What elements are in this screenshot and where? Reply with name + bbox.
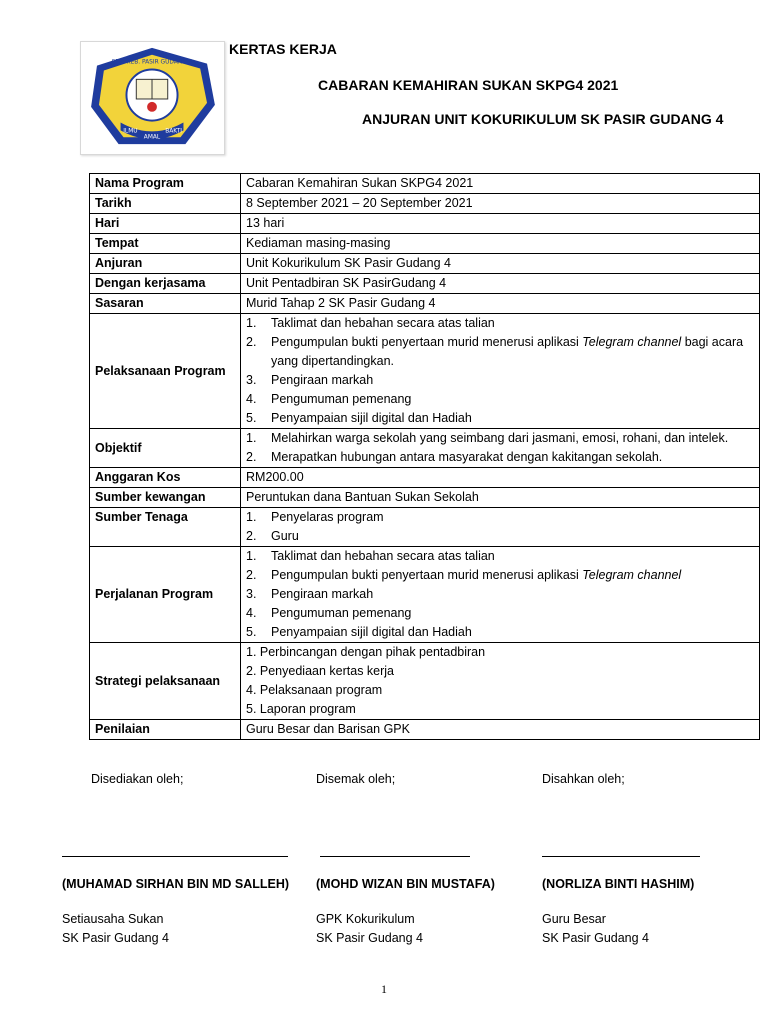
list-text: Merapatkan hubungan antara masyarakat dengan kakitangan sekolah. [271,450,663,464]
list-item: 5. Laporan program [246,702,356,716]
sig-role-title: Guru Besar [542,912,606,926]
sig-role-org: SK Pasir Gudang 4 [316,931,424,945]
row-label: Nama Program [90,174,241,194]
school-logo [80,41,225,155]
list-item [246,547,754,566]
table-row [90,508,760,547]
list-text: bagi acara yang dipertandingkan. [271,335,744,368]
sig-role-disemak [316,910,423,948]
table-row [90,429,760,468]
sig-heading-disediakan: Disediakan oleh; [91,772,184,786]
logo-text-right: BAKTI [165,128,183,135]
list-item: 1. Perbincangan dengan pihak pentadbiran [246,645,486,659]
list-item: 2. Penyediaan kertas kerja [246,664,395,678]
table-row [90,234,760,254]
row-label: Pelaksanaan Program [90,314,241,429]
table-row [90,294,760,314]
signature-line [62,856,288,857]
list-number: 2. [246,450,257,464]
doc-title-kertas-kerja: KERTAS KERJA [229,41,337,57]
row-label: Anggaran Kos [90,468,241,488]
list-text: Penyampaian sijil digital dan Hadiah [271,411,472,425]
sig-role-title: GPK Kokurikulum [316,912,415,926]
table-row [90,488,760,508]
signature-line [320,856,470,857]
row-label: Hari [90,214,241,234]
row-value: Peruntukan dana Bantuan Sukan Sekolah [241,488,760,508]
list-item [246,371,754,390]
list-item [246,527,754,546]
doc-title-program: CABARAN KEMAHIRAN SUKAN SKPG4 2021 [318,77,619,93]
row-value [241,547,760,643]
row-value [241,429,760,468]
table-row [90,214,760,234]
list-item [246,390,754,409]
row-label: Strategi pelaksanaan [90,643,241,720]
school-crest-icon [81,42,224,154]
list-item [246,409,754,428]
row-label: Anjuran [90,254,241,274]
table-row [90,274,760,294]
sig-role-org: SK Pasir Gudang 4 [62,931,170,945]
list-text-italic: Telegram channel [582,568,682,582]
row-label: Perjalanan Program [90,547,241,643]
table-row [90,643,760,720]
row-value [241,508,760,547]
list-text: Taklimat dan hebahan secara atas talian [271,316,495,330]
list-item [246,585,754,604]
row-value [241,314,760,429]
list-text: Pengumpulan bukti penyertaan murid menerusi aplikasi [271,568,579,582]
list-item [246,604,754,623]
table-row [90,720,760,740]
row-value: RM200.00 [241,468,760,488]
row-label: Sumber Tenaga [90,508,241,547]
row-label: Tempat [90,234,241,254]
list-number: 3. [246,587,257,601]
perjalanan-list [246,547,754,642]
sig-name-disahkan: (NORLIZA BINTI HASHIM) [542,877,695,891]
row-label: Penilaian [90,720,241,740]
list-text-italic: Telegram channel [582,335,682,349]
row-label: Sumber kewangan [90,488,241,508]
table-row [90,547,760,643]
list-item [246,566,754,585]
logo-text-top: SEK. KEB. PASIR GUDANG 4 [111,59,193,66]
table-row [90,468,760,488]
list-number: 1. [246,510,257,524]
list-text: Taklimat dan hebahan secara atas talian [271,549,495,563]
list-text: Penyelaras program [271,510,384,524]
sig-role-disahkan [542,910,649,948]
sig-role-title: Setiausaha Sukan [62,912,164,926]
sig-heading-disahkan: Disahkan oleh; [542,772,625,786]
doc-title-anjuran: ANJURAN UNIT KOKURIKULUM SK PASIR GUDANG 4 [362,111,724,127]
row-label: Dengan kerjasama [90,274,241,294]
row-value: Guru Besar dan Barisan GPK [241,720,760,740]
row-value: Unit Pentadbiran SK PasirGudang 4 [241,274,760,294]
logo-text-mid: AMAL [143,134,161,141]
row-value: Cabaran Kemahiran Sukan SKPG4 2021 [241,174,760,194]
list-text: Penyampaian sijil digital dan Hadiah [271,625,472,639]
list-text: Pengumuman pemenang [271,392,412,406]
row-value: Unit Kokurikulum SK Pasir Gudang 4 [241,254,760,274]
sig-role-org: SK Pasir Gudang 4 [542,931,650,945]
list-text: Pengiraan markah [271,587,374,601]
sumber-tenaga-list [246,508,754,546]
signature-line [542,856,700,857]
sig-role-disediakan [62,910,169,948]
row-value: 13 hari [241,214,760,234]
page-number: 1 [381,982,387,996]
list-number: 4. [246,606,257,620]
list-number: 5. [246,411,257,425]
program-info-table [89,173,760,740]
list-item [246,623,754,642]
list-text: Pengumuman pemenang [271,606,412,620]
objektif-list [246,429,754,467]
list-item [246,314,754,333]
list-text: Pengiraan markah [271,373,374,387]
list-item: 4. Pelaksanaan program [246,683,383,697]
row-label: Objektif [90,429,241,468]
list-item [246,508,754,527]
table-row [90,254,760,274]
row-value: Murid Tahap 2 SK Pasir Gudang 4 [241,294,760,314]
list-number: 1. [246,549,257,563]
list-number: 3. [246,373,257,387]
list-number: 2. [246,568,257,582]
list-number: 1. [246,316,257,330]
list-text: Melahirkan warga sekolah yang seimbang dari jasmani, emosi, rohani, dan intelek. [271,431,729,445]
list-item [246,429,754,448]
row-value: 8 September 2021 – 20 September 2021 [241,194,760,214]
list-item [246,333,754,371]
list-number: 1. [246,431,257,445]
row-label: Tarikh [90,194,241,214]
pelaksanaan-list [246,314,754,428]
list-number: 4. [246,392,257,406]
list-item [246,448,754,467]
row-value: Kediaman masing-masing [241,234,760,254]
table-row [90,194,760,214]
table-row [90,314,760,429]
logo-text-left: ILMU [123,128,138,135]
list-number: 2. [246,335,257,349]
sig-name-disediakan: (MUHAMAD SIRHAN BIN MD SALLEH) [62,877,290,891]
row-value [241,643,760,720]
list-text: Pengumpulan bukti penyertaan murid menerusi aplikasi [271,335,579,349]
list-number: 2. [246,529,257,543]
row-label: Sasaran [90,294,241,314]
sig-heading-disemak: Disemak oleh; [316,772,396,786]
table-row [90,174,760,194]
sig-name-disemak: (MOHD WIZAN BIN MUSTAFA) [316,877,495,891]
list-text: Guru [271,529,299,543]
list-number: 5. [246,625,257,639]
